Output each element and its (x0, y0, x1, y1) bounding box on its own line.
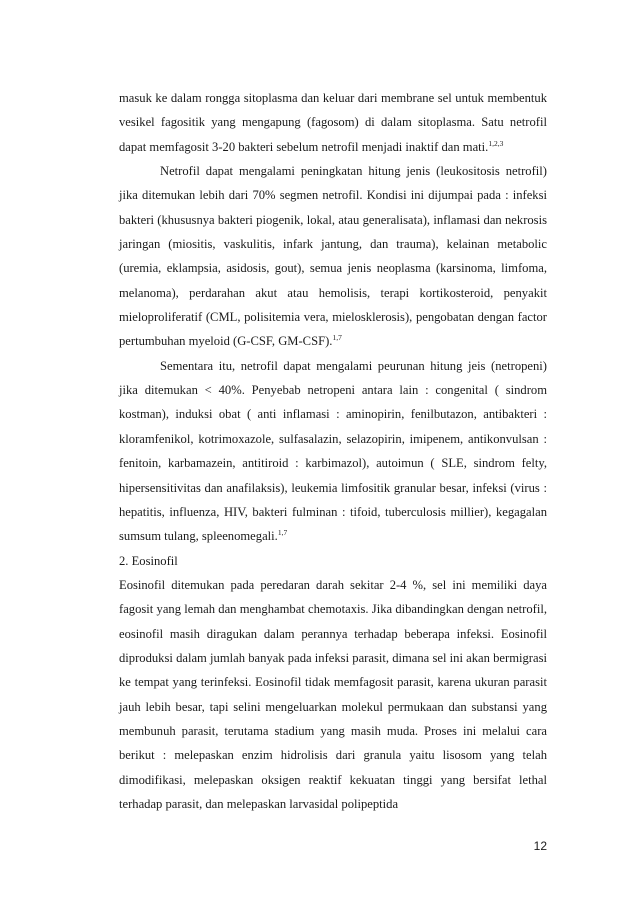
paragraph-3 (119, 354, 547, 549)
citation-3: 1,7 (277, 528, 288, 538)
paragraph-2-text: Netrofil dapat mengalami peningkatan hitung jenis (leukositosis netrofil) jika ditemukan lebih dari 70% segmen netrofil. Kondisi ini dijumpai pada : infeksi bakteri (khususnya bakteri piogenik, lokal, atau generalisata), inflamasi dan nekrosis jaringan (miositis, vaskulitis, infark jantung, dan trauma), kelainan metabolic (uremia, eklampsia, asidosis, gout), semua jenis neoplasma (karsinoma, limfoma, melanoma), perdarahan akut atau hemolisis, terapi kortikosteroid, penyakit mieloproliferatif (CML, polisitemia vera, mielosklerosis), pengobatan dengan factor pertumbuhan myeloid (G-CSF, GM-CSF). (119, 164, 547, 349)
body-text (119, 86, 547, 816)
page-number: 12 (533, 839, 547, 853)
citation-1: 1,2,3 (488, 138, 504, 148)
paragraph-4: Eosinofil ditemukan pada peredaran darah sekitar 2-4 %, sel ini memiliki daya fagosit yang lemah dan menghambat chemotaxis. Jika dibandingkan dengan netrofil, eosinofil masih diragukan dalam perannya terhadap beberapa infeksi. Eosinofil diproduksi dalam jumlah banyak pada infeksi parasit, dimana sel ini akan bermigrasi ke tempat yang terinfeksi. Eosinofil tidak memfagosit parasit, karena ukuran parasit jauh lebih besar, tapi selini mengeluarkan molekul permukaan dan substansi yang membunuh parasit, terutama stadium yang masih muda. Proses ini melalui cara berikut : melepaskan enzim hidrolisis dari granula yaitu lisosom yang telah dimodifikasi, melepaskan oksigen reaktif kekuatan tinggi yang bersifat lethal terhadap parasit, dan melepaskan larvasidal polipeptida (119, 577, 547, 811)
paragraph-1 (119, 86, 547, 159)
paragraph-2 (119, 159, 547, 354)
paragraph-1-text: masuk ke dalam rongga sitoplasma dan keluar dari membrane sel untuk membentuk vesikel fagositik yang mengapung (fagosom) di dalam sitoplasma. Satu netrofil dapat memfagosit 3-20 bakteri sebelum netrofil menjadi inaktif dan mati. (119, 91, 547, 154)
paragraph-3-text: Sementara itu, netrofil dapat mengalami peurunan hitung jeis (netropeni) jika ditemukan < 40%. Penyebab netropeni antara lain : congenital ( sindrom kostman), induksi obat ( anti inflamasi : aminopirin, fenilbutazon, antibakteri : kloramfenikol, kotrimoxazole, sulfasalazin, selazopirin, imipenem, antikonvulsan : fenitoin, karbamazein, antitiroid : karbimazol), autoimun ( SLE, sindrom felty, hipersensitivitas dan anafilaksis), leukemia limfositik granular besar, infeksi (virus : hepatitis, influenza, HIV, bakteri fulminan : tifoid, tuberculosis millier), kegagalan sumsum tulang, spleenomegali. (119, 358, 547, 544)
section-heading: 2. Eosinofil (119, 553, 178, 568)
citation-2: 1,7 (332, 333, 342, 343)
